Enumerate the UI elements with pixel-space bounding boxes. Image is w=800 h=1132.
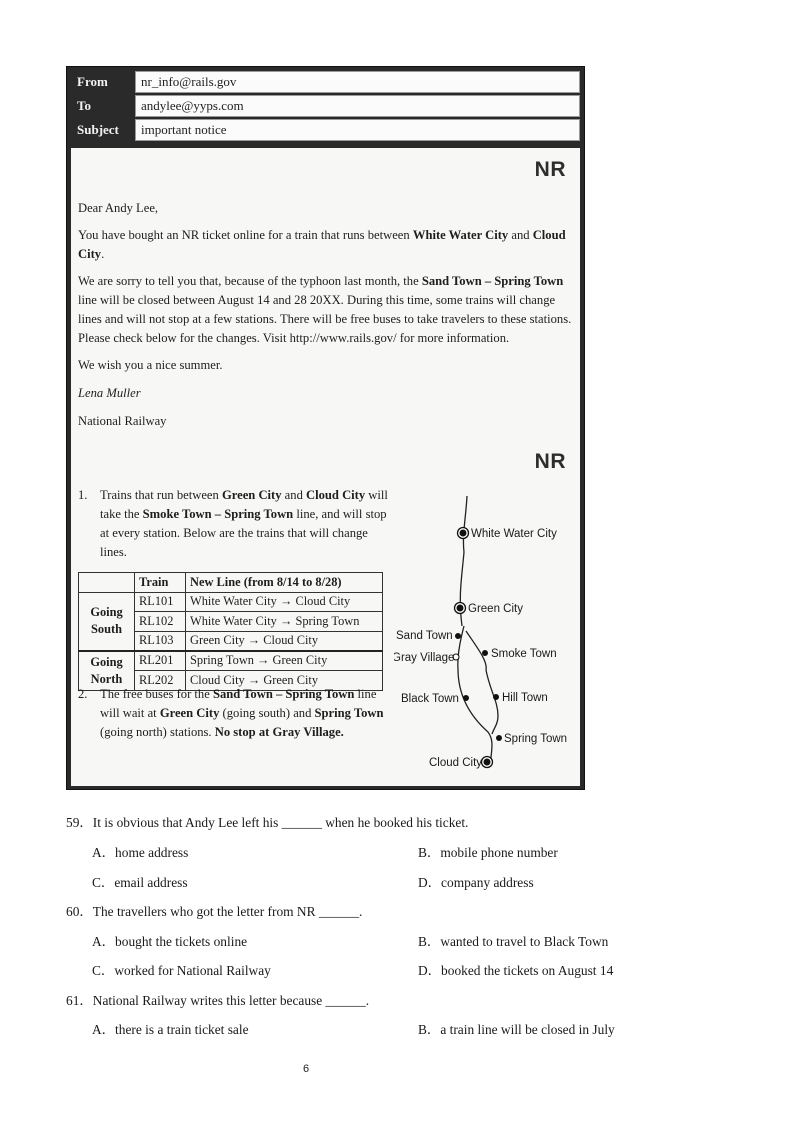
track-line <box>466 631 498 734</box>
track-line <box>458 626 464 669</box>
letter-paper: NR Dear Andy Lee, You have bought an NR ticket online for a train that runs between White Water City and Cloud City. We are sorry to tell you that, because of the typhoon last month, the Sand Town – Spring Town line will be closed between August 14 and 28 20XX. During this time, some trains will change lines and will not stop at a few stations. There will be free buses to take travelers to these stations. Please check below for the changes. Visit http://www.rails.gov/ for more information. We wish you a nice summer. Lena Muller National Railway NR 1. Trains that run between Green City and Cloud City will take the Smoke Town – Spring Town line, and will stop at every station. Below are the trains that will change lines. Train New Line (from 8/14 to 8/28) Going South RL101 White Water City → Cloud City RL102 White Water City → Spring Town RL103 Green City → Cloud City Going North RL201 Spring Town → Green City RL202 Cloud City → Green City 2. The free buses for the Sand Town – Spring Town line will wait at Green City (going south) and Spring Town (going north) stations. No stop at Gray Village. White Water City Green City Sand Town Gray Village Smoke Town Black Town Hill Town Spring Town Cloud City <box>71 148 580 786</box>
station-label: Hill Town <box>502 692 548 704</box>
question-60-option-c: C．worked for National Railway <box>92 963 271 978</box>
email-to-label: To <box>71 95 133 117</box>
question-59-option-b: B．mobile phone number <box>418 845 558 860</box>
email-notice-scan <box>66 66 585 790</box>
letter-paragraph-1: You have bought an NR ticket online for a train that runs between White Water City and Cloud City. <box>78 228 566 261</box>
train-route: Spring Town → Green City <box>186 651 383 671</box>
track-line <box>463 496 467 552</box>
letter-signature: Lena Muller <box>78 386 141 400</box>
question-60-option-d: D．booked the tickets on August 14 <box>418 963 614 978</box>
question-61-option-b: B．a train line will be closed in July <box>418 1022 615 1037</box>
station-label: White Water City <box>471 528 557 540</box>
station-label: Green City <box>468 603 523 615</box>
train-code: RL202 <box>135 670 186 690</box>
station-label: Cloud City <box>429 757 483 769</box>
email-to-value: andylee@yyps.com <box>135 95 580 117</box>
track-line <box>460 552 464 626</box>
email-from-value: nr_info@rails.gov <box>135 71 580 93</box>
train-code: RL103 <box>135 631 186 651</box>
table-row <box>79 592 383 612</box>
train-code: RL201 <box>135 651 186 671</box>
station-marker <box>493 694 499 700</box>
question-61-stem: 61．National Railway writes this letter because ______. <box>66 993 370 1008</box>
question-59-option-a: A．home address <box>92 845 189 860</box>
table-header-cell: Train <box>135 573 186 593</box>
track-line <box>458 669 492 766</box>
question-60-option-b: B．wanted to travel to Black Town <box>418 934 609 949</box>
letter-organization: National Railway <box>78 414 167 428</box>
going-north-label: Going North <box>79 651 135 690</box>
train-route: White Water City → Cloud City <box>186 592 383 612</box>
question-60-option-a: A．bought the tickets online <box>92 934 248 949</box>
station-marker <box>457 605 464 612</box>
email-to-row <box>71 95 580 117</box>
station-marker <box>484 759 491 766</box>
train-changes-table <box>78 572 383 691</box>
station-marker <box>496 735 502 741</box>
table-header-cell: New Line (from 8/14 to 8/28) <box>186 573 383 593</box>
rail-line-map <box>394 486 579 776</box>
letter-paragraph-2: We are sorry to tell you that, because of the typhoon last month, the Sand Town – Spring Town line will be closed between August 14 and 28 20XX. During this time, some trains will change lines and will not stop at a few stations. There will be free buses to take travelers to these stations. Please check below for the changes. Visit http://www.rails.gov/ for more information. <box>78 274 572 345</box>
question-60-stem: 60．The travellers who got the letter from NR ______. <box>66 904 363 919</box>
train-route: Cloud City → Green City <box>186 670 383 690</box>
train-route: White Water City → Spring Town <box>186 612 383 632</box>
station-label: Black Town <box>401 693 459 705</box>
nr-logo-notice: NR <box>534 450 566 473</box>
station-label: Gray Village <box>394 652 455 664</box>
station-marker <box>482 650 488 656</box>
page-number: 6 <box>302 1063 310 1075</box>
station-label: Sand Town <box>396 630 453 642</box>
station-marker <box>463 695 469 701</box>
question-59-stem: 59．It is obvious that Andy Lee left his ______ when he booked his ticket. <box>66 815 469 830</box>
table-header-cell <box>79 573 135 593</box>
letter-greeting: Dear Andy Lee, <box>78 201 159 215</box>
nr-logo-top: NR <box>534 158 566 181</box>
station-marker <box>460 530 467 537</box>
email-from-row <box>71 71 580 93</box>
going-south-label: Going South <box>79 592 135 651</box>
station-marker <box>455 633 461 639</box>
email-subject-row <box>71 119 580 141</box>
letter-closing: We wish you a nice summer. <box>78 358 223 372</box>
train-code: RL101 <box>135 592 186 612</box>
email-subject-label: Subject <box>71 119 133 141</box>
table-header-row <box>79 573 383 593</box>
question-61-option-a: A．there is a train ticket sale <box>92 1022 249 1037</box>
question-59-option-d: D．company address <box>418 875 534 890</box>
station-label: Spring Town <box>504 733 568 745</box>
station-label: Smoke Town <box>491 648 557 660</box>
train-code: RL102 <box>135 612 186 632</box>
email-from-label: From <box>71 71 133 93</box>
train-route: Green City → Cloud City <box>186 631 383 651</box>
question-59-option-c: C．email address <box>92 875 188 890</box>
email-subject-value: important notice <box>135 119 580 141</box>
table-row <box>79 651 383 671</box>
